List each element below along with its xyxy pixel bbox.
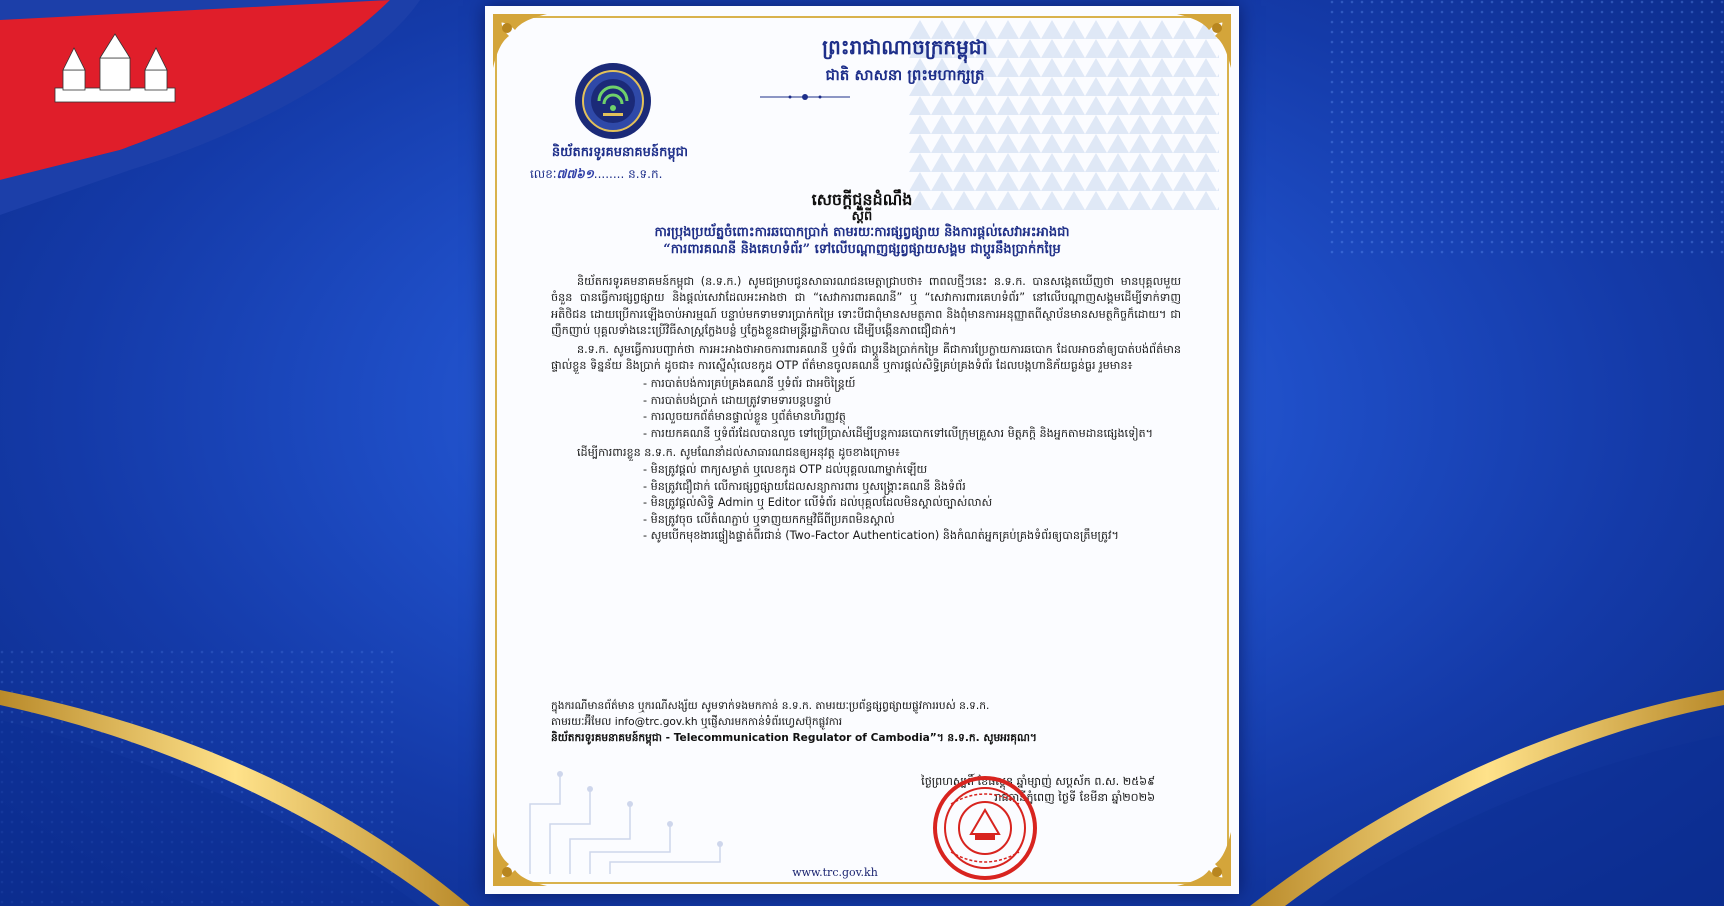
organization-name: និយ័តករទូរគមនាគមន៍កម្ពុជា <box>551 145 689 160</box>
title-line-1: សេចក្តីជូនដំណឹង <box>811 190 913 209</box>
closing-line-2: តាមរយៈអ៊ីមែល info@trc.gov.kh ឬផ្ញើសារមកកាន់ទំព័រហ្វេសប៊ុកផ្លូវការ <box>551 716 843 728</box>
notice-document <box>485 6 1239 894</box>
official-seal-icon <box>931 774 1039 882</box>
closing-text <box>551 698 1181 746</box>
advice-item: - មិនត្រូវជឿជាក់ លើការផ្សព្វផ្សាយដែលសន្យាការពារ ឬសង្គ្រោះគណនី និងទំព័រ <box>643 479 1181 495</box>
advice-intro: ដើម្បីការពារខ្លួន ន.ទ.ក. សូមណែនាំដល់សាធារណជនឲ្យអនុវត្ត ដូចខាងក្រោម៖ <box>577 446 900 460</box>
closing-line-3: និយ័តករទូរគមនាគមន៍កម្ពុជា - Telecommunication Regulator of Cambodia”។ ន.ទ.ក. សូមអរគុណ។ <box>551 732 1037 744</box>
title-line-2: ស្តីពី <box>851 209 873 224</box>
risk-item: - ការលួចយកព័ត៌មានផ្ទាល់ខ្លួន ឬព័ត៌មានហិរញ្ញវត្ថុ <box>643 409 1181 425</box>
corner-ornament-icon <box>1175 12 1233 70</box>
ref-suffix: ........ ន.ទ.ក. <box>593 167 663 181</box>
paragraph-1: និយ័តករទូរគមនាគមន៍កម្ពុជា (ន.ទ.ក.) សូមជម្រាបជូនសាធារណជនមេត្តាជ្រាបថា៖ ពាពលថ្មីៗនេះ ន.ទ.ក. បានសង្កេតឃើញថា មានបុគ្គលមួយចំនួន បានធ្វើការផ្សព្វផ្សាយ និងផ្តល់សេវាដែលអះអាងថា ជា “សេវាការពារគណនី” ឬ “សេវាការពារគេហទំព័រ” នៅលើបណ្តាញសង្គមដើម្បីទាក់ទាញអតិថិជន ដោយប្រើការឡើងចាប់អារម្មណ៍ បន្ទាប់មកទាមទារប្រាក់កម្រៃ ទោះបីជាពុំមានសមត្ថភាព និងពុំមានការអនុញ្ញាតពីស្ថាប័នមានសមត្ថកិច្ចក៏ដោយ។ ជាញឹកញាប់ បុគ្គលទាំងនេះប្រើវិធីសាស្ត្រក្លែងបន្លំ ឬក្លែងខ្លួនជាមន្ត្រីរដ្ឋាភិបាល ដើម្បីបង្កើនភាពជឿជាក់។ <box>551 275 1181 338</box>
ref-handwritten: ៧៧៦១ <box>556 167 594 181</box>
national-motto: ជាតិ សាសនា ព្រះមហាក្សត្រ <box>825 66 985 84</box>
notice-title <box>525 190 1199 258</box>
ornamental-divider <box>760 92 850 102</box>
corner-ornament-icon <box>1175 830 1233 888</box>
cambodia-flag-icon <box>0 0 420 215</box>
ref-label: លេខៈ <box>530 167 557 181</box>
paragraph-2: ន.ទ.ក. សូមធ្វើការបញ្ជាក់ថា ការអះអាងថាអាចការពារគណនី ឬទំព័រ ជាប្តូរនឹងប្រាក់កម្រៃ គឺជាការប្រែក្លាយការឆបោក ដែលអាចនាំឲ្យបាត់បង់ព័ត៌មានផ្ទាល់ខ្លួន ទិន្នន័យ និងប្រាក់ ដូចជា៖ ការស្នើសុំលេខកូដ OTP ព័ត៌មានចូលគណនី ឬការផ្តល់សិទ្ធិគ្រប់គ្រងទំព័រ ដែលបង្កហានិភ័យធ្ងន់ធ្ងរ រួមមាន៖ <box>551 342 1181 373</box>
risk-item: - ការបាត់បង់ការគ្រប់គ្រងគណនី ឬទំព័រ ជាអចិន្ត្រៃយ៍ <box>643 376 1181 392</box>
risk-item: - ការយកគណនី ឬទំព័រដែលបានលួច ទៅប្រើប្រាស់ដើម្បីបន្តការឆបោកទៅលើក្រុមគ្រួសារ មិត្តភក្តិ និងអ្នកតាមដានផ្សេងទៀត។ <box>643 426 1181 442</box>
circuit-decor <box>520 764 750 874</box>
closing-line-1: ក្នុងករណីមានព័ត៌មាន ឬករណីសង្ស័យ សូមទាក់ទងមកកាន់ ន.ទ.ក. តាមរយៈប្រព័ន្ធផ្សព្វផ្សាយផ្លូវការរបស់ ន.ទ.ក. <box>551 700 990 712</box>
advice-item: - មិនត្រូវផ្តល់ ពាក្យសម្ងាត់ ឬលេខកូដ OTP ដល់បុគ្គលណាម្នាក់ឡើយ <box>643 462 1181 478</box>
solar-date: រាជធានីភ្នំពេញ ថ្ងៃទី ខែមីនា ឆ្នាំ២០២៦ <box>994 791 1155 804</box>
risk-item: - ការបាត់បង់ប្រាក់ ដោយត្រូវទាមទារបន្តបន្ទាប់ <box>643 393 1181 409</box>
advice-item: - មិនត្រូវចុច លើតំណភ្ជាប់ ឬទាញយកកម្មវិធីពីប្រភពមិនស្គាល់ <box>643 512 1181 528</box>
title-line-4: “ការពារគណនី និងគេហទំព័រ” ទៅលើបណ្តាញផ្សព្វផ្សាយសង្គម ជាប្តូរនឹងប្រាក់កម្រៃ <box>663 242 1061 257</box>
notice-body <box>551 274 1181 548</box>
advice-item: - មិនត្រូវផ្តល់សិទ្ធិ Admin ឬ Editor លើទំព័រ ដល់បុគ្គលដែលមិនស្គាល់ច្បាស់លាស់ <box>643 495 1181 511</box>
website-url: www.trc.gov.kh <box>792 866 878 879</box>
title-line-3: ការប្រុងប្រយ័ត្នចំពោះការឆបោកប្រាក់ តាមរយៈការផ្សព្វផ្សាយ និងការផ្តល់សេវាអះអាងជា <box>654 225 1070 240</box>
reference-number <box>530 166 730 184</box>
corner-ornament-icon <box>491 12 549 70</box>
trc-logo-icon <box>573 61 653 141</box>
kingdom-heading: ព្រះរាជាណាចក្រកម្ពុជា <box>822 35 988 59</box>
advice-item: - សូមបើកមុខងារផ្ទៀងផ្ទាត់ពីរជាន់ (Two-Factor Authentication) និងកំណត់អ្នកគ្រប់គ្រងទំព័រឲ្យបានត្រឹមត្រូវ។ <box>643 528 1181 544</box>
advice-list <box>643 462 1181 544</box>
risk-list <box>643 376 1181 442</box>
lunar-date: ថ្ងៃព្រហស្បតិ៍ ខែផល្គុន ឆ្នាំម្សាញ់ សប្តស័ក ព.ស. ២៥៦៩ <box>921 775 1155 788</box>
